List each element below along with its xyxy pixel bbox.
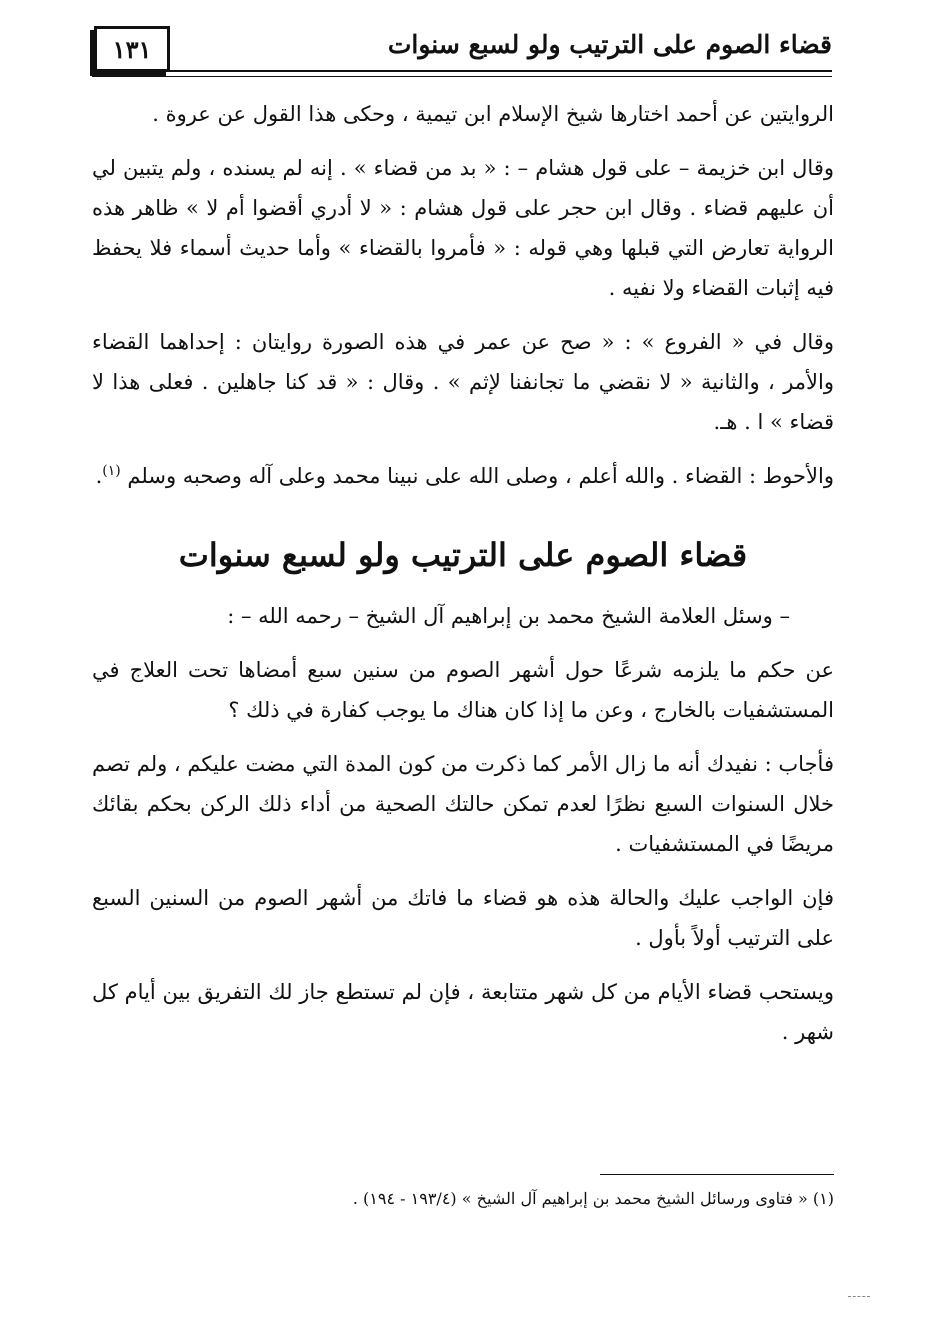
question-intro: – وسئل العلامة الشيخ محمد بن إبراهيم آل الشيخ – رحمه الله – : bbox=[227, 604, 790, 628]
body-text bbox=[92, 94, 834, 1066]
paragraph: الروايتين عن أحمد اختارها شيخ الإسلام ابن تيمية ، وحكى هذا القول عن عروة . bbox=[152, 102, 834, 126]
section-heading: قضاء الصوم على الترتيب ولو لسبع سنوات bbox=[178, 536, 748, 574]
paragraph: وقال ابن خزيمة – على قول هشام – : « بد من قضاء » . إنه لم يسنده ، ولم يتبين لي أن عليهم قضاء . وقال ابن حجر على قول هشام : « لا أدري أقضوا أم لا » ظاهر هذه الرواية تعارض التي قبلها وهي قوله : « فأمروا بالقضاء » وأما حديث أسماء فلا يحفظ فيه إثبات القضاء ولا نفيه . bbox=[92, 156, 834, 300]
answer-paragraph: فإن الواجب عليك والحالة هذه هو قضاء ما فاتك من أشهر الصوم من السنين السبع على الترتيب أولاً بأول . bbox=[92, 886, 834, 950]
question-paragraph: عن حكم ما يلزمه شرعًا حول أشهر الصوم من سنين سبع أمضاها تحت العلاج في المستشفيات بالخارج ، وعن ما إذا كان هناك ما يوجب كفارة في ذلك ؟ bbox=[92, 658, 834, 722]
scan-mark bbox=[848, 1296, 870, 1297]
paragraph: وقال في « الفروع » : « صح عن عمر في هذه الصورة روايتان : إحداهما القضاء والأمر ، والثانية « لا نقضي ما تجانفنا لإثم » . وقال : « قد كنا جاهلين . فعلى هذا لا قضاء » ا . هـ. bbox=[92, 330, 834, 434]
page-number: ١٣١ bbox=[94, 26, 170, 72]
footnote: (١) « فتاوى ورسائل الشيخ محمد بن إبراهيم آل الشيخ » (١٩٣/٤ - ١٩٤) . bbox=[352, 1189, 834, 1208]
running-title: قضاء الصوم على الترتيب ولو لسبع سنوات bbox=[387, 30, 832, 59]
footnote-divider bbox=[600, 1174, 834, 1175]
closing-text: والأحوط : القضاء . والله أعلم ، وصلى الله على نبينا محمد وعلى آله وصحبه وسلم bbox=[127, 464, 834, 488]
footnote-reference: (١) bbox=[102, 463, 121, 479]
header-rule bbox=[92, 70, 832, 77]
closing-end: . bbox=[95, 464, 103, 488]
answer-paragraph: ويستحب قضاء الأيام من كل شهر متتابعة ، فإن لم تستطع جاز لك التفريق بين أيام كل شهر . bbox=[92, 980, 834, 1044]
answer-paragraph: فأجاب : نفيدك أنه ما زال الأمر كما ذكرت من كون المدة التي مضت عليكم ، ولم تصم خلال السنوات السبع نظرًا لعدم تمكن حالتك الصحية من أداء ذلك الركن بحكم بقائك مريضًا في المستشفيات . bbox=[92, 752, 834, 856]
page-header bbox=[92, 26, 832, 74]
closing-paragraph bbox=[92, 456, 834, 496]
